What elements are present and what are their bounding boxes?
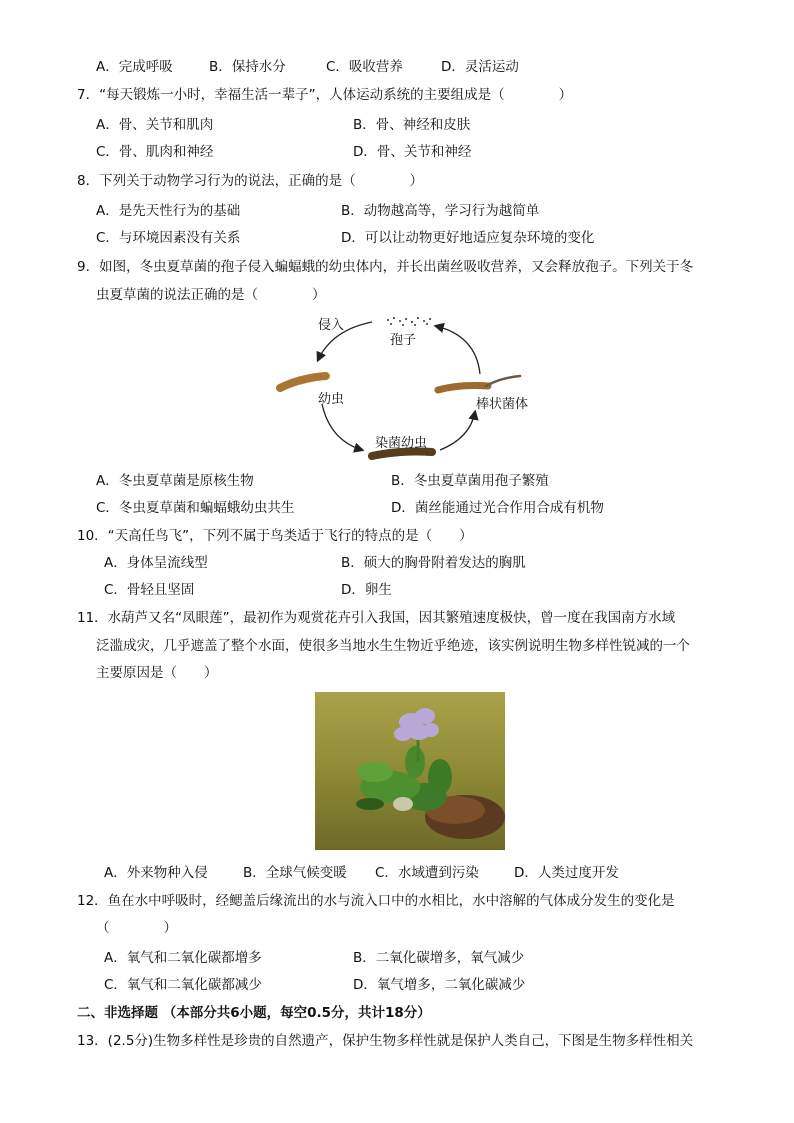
q7-option-c: C．骨、肌肉和神经 bbox=[96, 144, 214, 160]
q12-stem-line1: 12．鱼在水中呼吸时，经鳃盖后缘流出的水与流入口中的水相比，水中溶解的气体成分发生的变化是 bbox=[77, 893, 675, 909]
q7-option-a: A．骨、关节和肌肉 bbox=[96, 117, 214, 133]
q6-option-b: B．保持水分 bbox=[209, 59, 286, 75]
q11-option-c: C．水域遭到污染 bbox=[375, 865, 479, 881]
larva-image bbox=[280, 376, 326, 388]
q7-stem: 7．“每天锻炼一小时，幸福生活一辈子”，人体运动系统的主要组成是（ ） bbox=[77, 87, 573, 103]
q11-option-a: A．外来物种入侵 bbox=[104, 865, 208, 881]
water-hyacinth-photo bbox=[315, 692, 505, 850]
q7-option-b: B．骨、神经和皮肤 bbox=[353, 117, 471, 133]
q10-stem: 10．“天高任鸟飞”，下列不属于鸟类适于飞行的特点的是（ ） bbox=[77, 528, 473, 544]
q8-option-a: A．是先天性行为的基础 bbox=[96, 203, 241, 219]
q6-option-c: C．吸收营养 bbox=[326, 59, 403, 75]
label-invade: 侵入 bbox=[318, 318, 345, 333]
q12-stem-line2: （ ） bbox=[96, 920, 177, 936]
q11-stem-line2: 泛滥成灾，几乎遮盖了整个水面，使很多当地水生生物近乎绝迹，该实例说明生物多样性锐减的一个 bbox=[96, 638, 690, 654]
q10-option-c: C．骨轻且坚固 bbox=[104, 582, 195, 598]
label-larva: 幼虫 bbox=[318, 392, 345, 407]
q9-option-d: D．菌丝能通过光合作用合成有机物 bbox=[391, 500, 604, 516]
section-heading-non-choice: 二、非选择题 （本部分共6小题，每空0.5分，共计18分） bbox=[77, 1005, 431, 1021]
q13-stem-line1: 13．(2.5分)生物多样性是珍贵的自然遗产，保护生物多样性就是保护人类自己，下图是生物多样性相关 bbox=[77, 1033, 694, 1049]
q9-option-a: A．冬虫夏草菌是原核生物 bbox=[96, 473, 254, 489]
q11-stem-line3: 主要原因是（ ） bbox=[96, 665, 218, 681]
q8-stem: 8．下列关于动物学习行为的说法，正确的是（ ） bbox=[77, 173, 424, 189]
q11-stem-line1: 11．水葫芦又名“凤眼莲”，最初作为观赏花卉引入我国，因其繁殖速度极快，曾一度在我国南方水域 bbox=[77, 610, 676, 626]
arrow-stroma-to-spore bbox=[436, 326, 480, 374]
q9-option-b: B．冬虫夏草菌用孢子繁殖 bbox=[391, 473, 549, 489]
label-infected-larva: 染菌幼虫 bbox=[375, 436, 428, 451]
q10-option-d: D．卵生 bbox=[341, 582, 392, 598]
q8-option-c: C．与环境因素没有关系 bbox=[96, 230, 241, 246]
q9-option-c: C．冬虫夏草菌和蝙蝠蛾幼虫共生 bbox=[96, 500, 295, 516]
q11-option-d: D．人类过度开发 bbox=[514, 865, 619, 881]
q7-option-d: D．骨、关节和神经 bbox=[353, 144, 472, 160]
label-spore: 孢子 bbox=[390, 333, 417, 348]
q6-option-a: A．完成呼吸 bbox=[96, 59, 173, 75]
q11-option-b: B．全球气候变暖 bbox=[243, 865, 347, 881]
q12-option-c: C．氧气和二氧化碳都减少 bbox=[104, 977, 262, 993]
infected-larva-image bbox=[372, 452, 432, 457]
q6-option-d: D．灵活运动 bbox=[441, 59, 519, 75]
q10-option-b: B．硕大的胸骨附着发达的胸肌 bbox=[341, 555, 526, 571]
q9-stem-line2: 虫夏草菌的说法正确的是（ ） bbox=[96, 287, 326, 303]
spore-dots bbox=[387, 317, 431, 326]
q10-option-a: A．身体呈流线型 bbox=[104, 555, 208, 571]
q12-option-d: D．氧气增多，二氧化碳减少 bbox=[353, 977, 526, 993]
stroma-larva-image bbox=[438, 376, 520, 390]
q8-option-b: B．动物越高等，学习行为越简单 bbox=[341, 203, 540, 219]
q12-option-a: A．氧气和二氧化碳都增多 bbox=[104, 950, 262, 966]
q12-option-b: B．二氧化碳增多，氧气减少 bbox=[353, 950, 525, 966]
q9-stem-line1: 9．如图，冬虫夏草菌的孢子侵入蝙蝠蛾的幼虫体内，并长出菌丝吸收营养，又会释放孢子。下列关于冬 bbox=[77, 259, 694, 275]
arrow-infected-to-stroma bbox=[440, 412, 475, 450]
q8-option-d: D．可以让动物更好地适应复杂环境的变化 bbox=[341, 230, 595, 246]
arrow-larva-to-infected bbox=[322, 404, 362, 450]
label-stroma: 棒状菌体 bbox=[476, 397, 529, 412]
